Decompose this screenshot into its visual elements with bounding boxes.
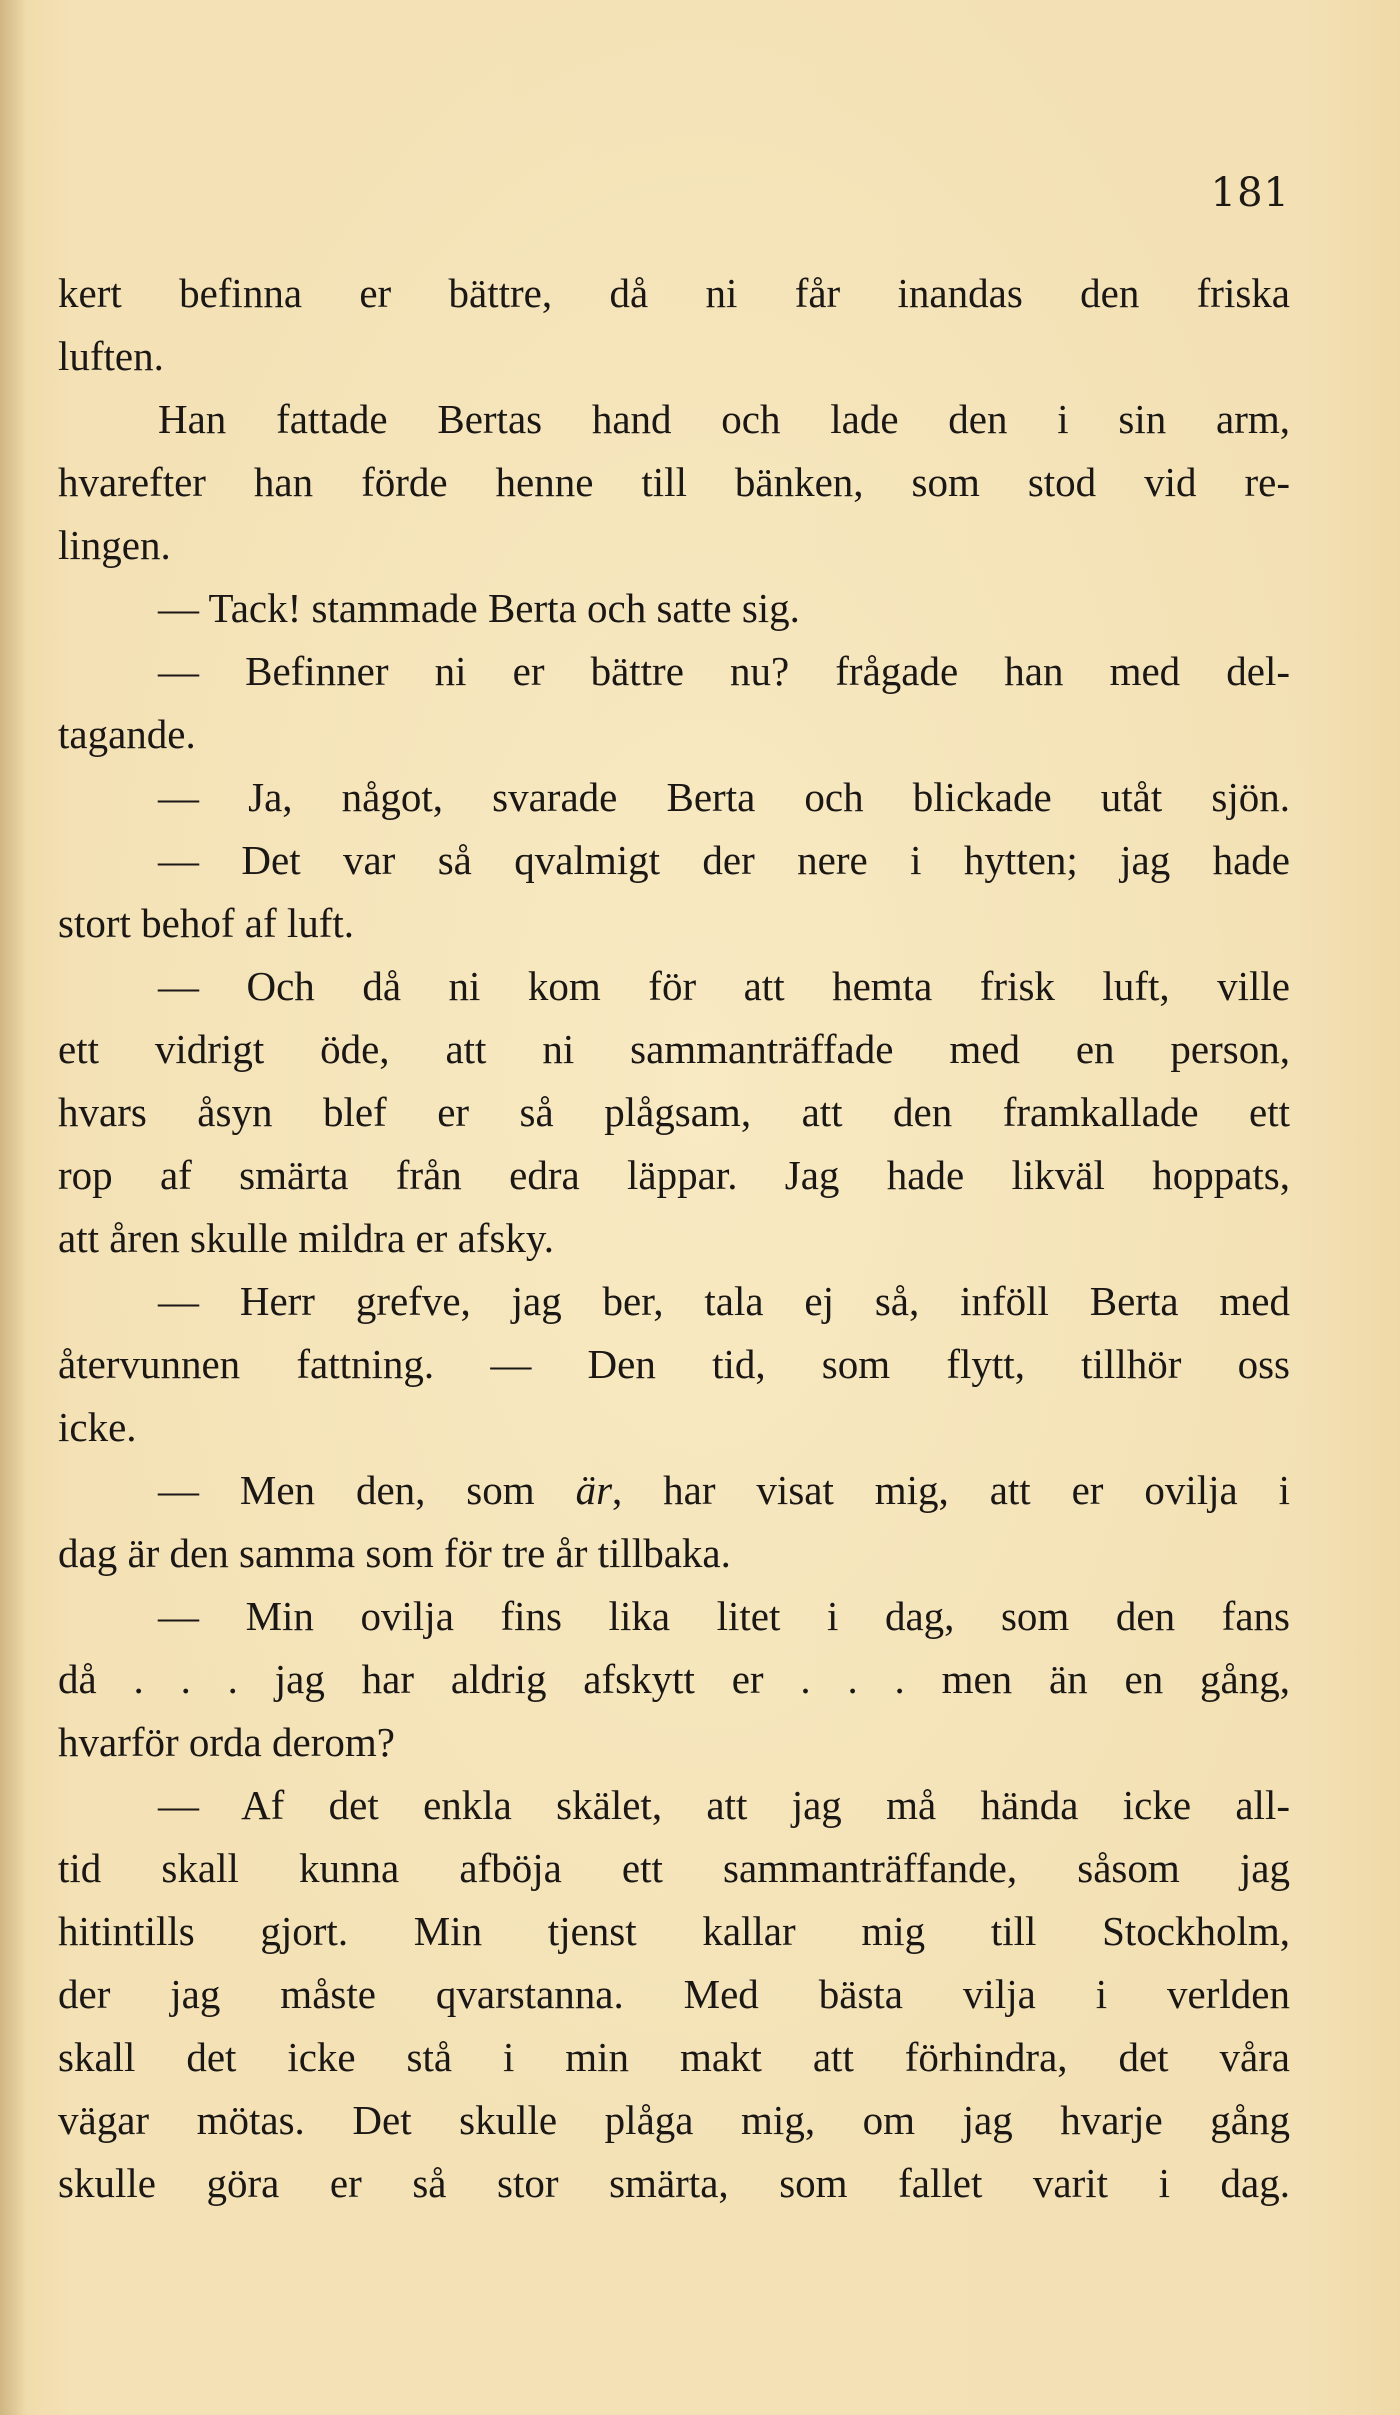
text-line: — Herr grefve, jag ber, tala ej så, inföll Berta med: [158, 1278, 1290, 1324]
text-line: — Min ovilja fins lika litet i dag, som den fans: [158, 1593, 1290, 1639]
text-line: vägar mötas. Det skulle plåga mig, om jag hvarje gång: [58, 2097, 1290, 2143]
text-line: dag är den samma som för tre år tillbaka.: [58, 1530, 731, 1576]
text-line: då . . . jag har aldrig afskytt er . . . men än en gång,: [58, 1656, 1290, 1702]
text-line: — Det var så qvalmigt der nere i hytten; jag hade: [158, 837, 1290, 883]
text-line: hvarefter han förde henne till bänken, som stod vid re-: [58, 459, 1290, 505]
text-line: ett vidrigt öde, att ni sammanträffade med en person,: [58, 1026, 1290, 1072]
page-number: 181: [1210, 170, 1290, 216]
text-line: — Af det enkla skälet, att jag må hända icke all-: [158, 1782, 1290, 1828]
text-line: Han fattade Bertas hand och lade den i sin arm,: [158, 396, 1290, 442]
text-line: der jag måste qvarstanna. Med bästa vilja i verlden: [58, 1971, 1290, 2017]
text-line: skulle göra er så stor smärta, som fallet varit i dag.: [58, 2160, 1290, 2206]
text-line: skall det icke stå i min makt att förhindra, det våra: [58, 2034, 1290, 2080]
text-line: att åren skulle mildra er afsky.: [58, 1215, 554, 1261]
text-segment: , har visat mig, att er ovilja i: [612, 1467, 1290, 1513]
text-line: rop af smärta från edra läppar. Jag hade likväl hoppats,: [58, 1152, 1290, 1198]
text-line: — Ja, något, svarade Berta och blickade utåt sjön.: [158, 774, 1290, 820]
text-line: [58, 1459, 1290, 1522]
text-line: tid skall kunna afböja ett sammanträffande, såsom jag: [58, 1845, 1290, 1891]
text-line: hvarför orda derom?: [58, 1719, 395, 1765]
text-line: lingen.: [58, 522, 171, 568]
body-text: [58, 262, 1290, 2215]
text-line: icke.: [58, 1404, 137, 1450]
text-line: tagande.: [58, 711, 196, 757]
text-line: — Tack! stammade Berta och satte sig.: [158, 585, 800, 631]
text-line: hvars åsyn blef er så plågsam, att den framkallade ett: [58, 1089, 1290, 1135]
binding-shadow: [0, 0, 26, 2415]
text-line: stort behof af luft.: [58, 900, 355, 946]
text-line: luften.: [58, 333, 164, 379]
emphasized-word: är: [575, 1467, 613, 1513]
text-line: kert befinna er bättre, då ni får inandas den friska: [58, 270, 1290, 316]
text-line: hitintills gjort. Min tjenst kallar mig till Stockholm,: [58, 1908, 1290, 1954]
text-line: — Och då ni kom för att hemta frisk luft, ville: [158, 963, 1290, 1009]
text-line: återvunnen fattning. — Den tid, som flytt, tillhör oss: [58, 1341, 1290, 1387]
text-segment: — Men den, som: [158, 1467, 576, 1513]
text-line: — Befinner ni er bättre nu? frågade han med del-: [158, 648, 1290, 694]
